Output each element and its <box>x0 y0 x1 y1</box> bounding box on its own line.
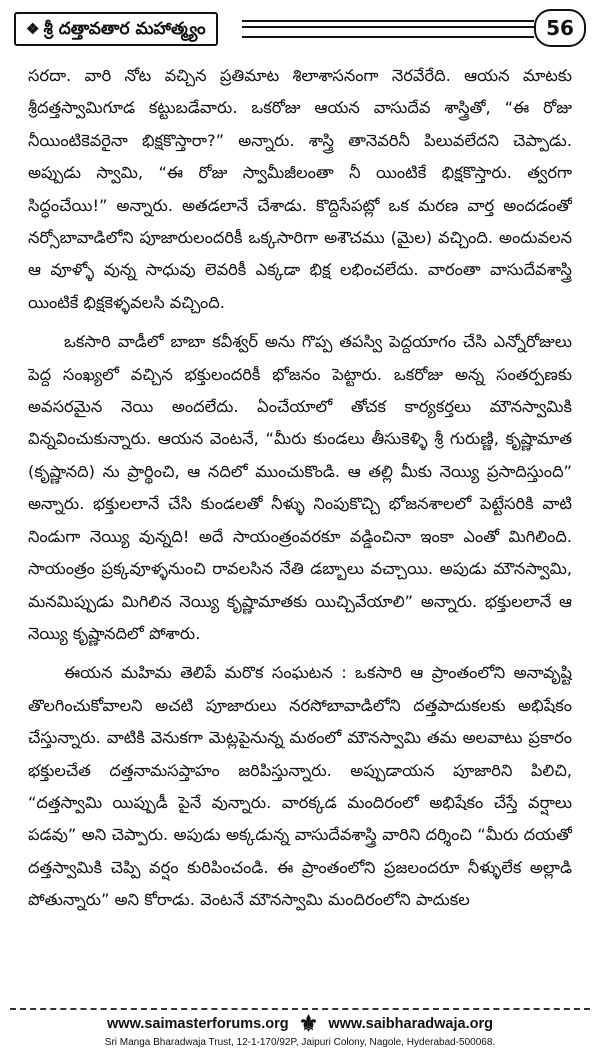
page-number: 56 <box>534 9 586 47</box>
paragraph-1: సరదా. వారి నోట వచ్చిన ప్రతిమాట శిలాశాసనంగా నెరవేరేది. ఆయన మాటకు శ్రీదత్తస్వామిగూడ కట్టుబడేవారు. ఒకరోజు ఆయన వాసుదేవ శాస్త్రితో, “ఈ రోజు నీయింటికెవరైనా భిక్షకొస్తారా?” అన్నారు. శాస్త్రి తానెవరినీ పిలువలేదని చెప్పాడు. అప్పుడు స్వామి, “ఈ రోజు స్వామీజీలంతా నీ యింటికే భిక్షకొస్తారు. త్వరగా సిద్ధంచేయి!” అన్నారు. అతడలానే చేశాడు. కొద్దిసేపట్లో ఒక మరణ వార్త అందడంతో నర్సోబావాడిలోని పూజారులందరికీ ఒక్కసారిగా అశౌచము (మైల) వచ్చింది. అందువలన ఆ వూళ్ళో వున్న సాధువు లెవరికీ ఎక్కడా భిక్ష లభించలేదు. వారంతా వాసుదేవశాస్త్రి యింటికే భిక్షకెళ్ళవలసి వచ్చింది. <box>28 66 572 312</box>
header-rule <box>242 20 534 38</box>
book-title-text: శ్రీ దత్తావతార మహాత్మ్యం <box>43 19 206 39</box>
paragraph-3: ఈయన మహిమ తెలిపే మరొక సంఘటన : ఒకసారి ఆ ప్రాంతంలోని అనావృష్టి తొలగించుకోవాలని అచటి పూజారులు నరసోబావాడిలోని దత్తపాదుకలకు అభిషేకం చేస్తున్నారు. వాటికి వెనుకగా మెట్లపైనున్న మఠంలో మౌనస్వామి తమ అలవాటు ప్రకారం భక్తులచేత దత్తనామసప్తాహం జరిపిస్తున్నారు. అప్పుడాయన పూజారిని పిలిచి, “దత్తస్వామి యిప్పుడీ పైనే వున్నారు. వారక్కడ మందిరంలో అభిషేకం చేస్తే వర్షాలు పడవు” అని చెప్పారు. అపుడు అక్కడున్న వాసుదేవశాస్త్రి వారిని దర్శించి “మీరు దయతో దత్తస్వామికి చెప్పి వర్షం కురిపించండి. ఈ ప్రాంతంలోని ప్రజలందరూ నీళ్ళులేక అల్లాడి పోతున్నారు” అని కోరాడు. వెంటనే మౌనస్వామి మందిరంలోని పాదుకల <box>28 663 572 910</box>
footer-link-saibharadwaja[interactable]: www.saibharadwaja.org <box>328 1016 493 1032</box>
trust-address: Sri Manga Bharadwaja Trust, 12-1-170/92P, Jaipuri Colony, Nagole, Hyderabad-500068. <box>104 1037 496 1048</box>
page-footer <box>0 1011 600 1054</box>
paragraph-2: ఒకసారి వాడీలో బాబా కవీశ్వర్ అను గొప్ప తపస్వి పెద్దయాగం చేసి ఎన్నోరోజులు పెద్ద సంఖ్యలో వచ్చిన భక్తులందరికీ భోజనం పెట్టారు. ఒకరోజు అన్న సంతర్పణకు అవసరమైన నెయి అందలేదు. ఏంచేయాలో తోచక కార్యకర్తలు మౌనస్వామికి విన్నవించుకున్నారు. ఆయన వెంటనే, “మీరు కుండలు తీసుకెళ్ళి శ్రీ గురుణ్ణి, కృష్ణామాత (కృష్ణానది) ను ప్రార్థించి, ఆ నదిలో ముంచుకొండి. ఆ తల్లి మీకు నెయ్యి ప్రసాదిస్తుంది” అన్నారు. భక్తులలానే చేసి కుండలతో నీళ్ళు నింపుకొచ్చి భోజనశాలలో పెట్టేసరికి వాటి నిండుగా నెయ్యి వున్నది! అదే సాయంత్రంవరకూ వడ్డించినా ఇంకా ఎంతో మిగిలింది. సాయంత్రం ప్రక్కవూళ్ళనుంచి రావలసిన నేతి డబ్బాలు వచ్చాయి. అపుడు మౌనస్వామి, మనమిప్పుడు మిగిలిన నెయ్యి కృష్ణామాతకు యిచ్చివేయాలి” అన్నారు. భక్తులలానే ఆ నెయ్యి కృష్ణానదిలో పోశారు. <box>28 332 572 643</box>
page-header <box>14 8 586 48</box>
page-body <box>28 60 572 1000</box>
footer-link-saimasterforums[interactable]: www.saimasterforums.org <box>107 1016 289 1032</box>
ornament-icon: ❖ <box>26 20 40 38</box>
fleur-de-lis-icon: ⚜ <box>298 1011 319 1036</box>
footer-links <box>0 1011 600 1036</box>
book-title <box>14 12 218 46</box>
footer-divider <box>10 1008 590 1010</box>
